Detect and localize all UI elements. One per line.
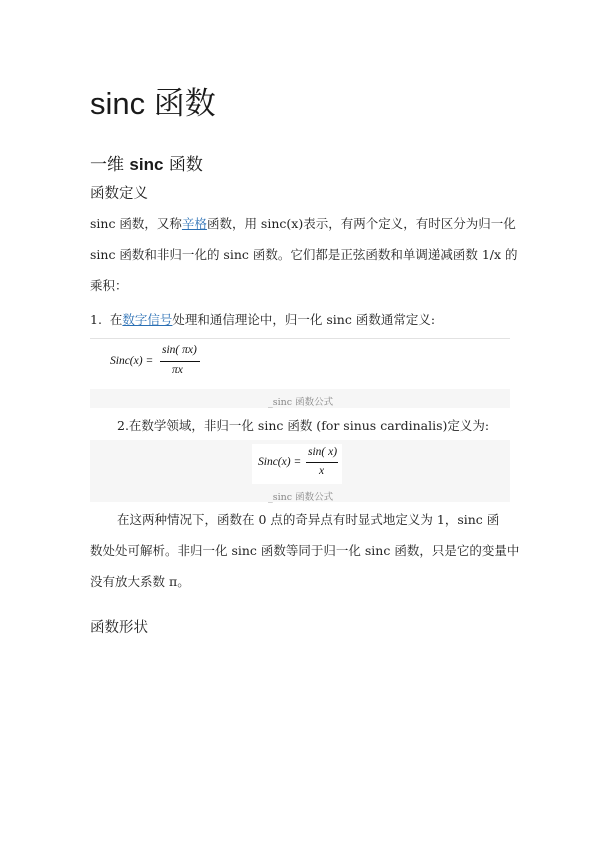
section-heading-prefix: 一维 — [90, 155, 130, 175]
formula-2-figure — [90, 440, 510, 502]
section-heading-suffix: 函数 — [163, 155, 203, 175]
link-digital-signal[interactable]: 数字信号 — [122, 312, 173, 327]
paragraph-2-line-2: 数处处可解析。非归一化 sinc 函数等同于归一化 sinc 函数，只是它的变量中 — [90, 543, 520, 558]
list-item-1-number: 1. — [90, 312, 102, 327]
paragraph-2-line-3: 没有放大系数 π。 — [90, 574, 190, 589]
subsection-function-definition: 函数定义 — [90, 186, 148, 202]
formula-2-numerator: sin( x) — [308, 446, 338, 458]
paragraph-2-line-1: 在这两种情况下，函数在 0 点的奇异点有时显式地定义为 1，sinc 函 — [117, 512, 500, 527]
paragraph-1-text-b: 函数，用 sinc(x)表示，有两个定义，有时区分为归一化 — [206, 216, 516, 231]
section-heading-bold: sinc — [129, 155, 164, 174]
list-item-1-text-a: 在 — [109, 312, 123, 327]
paragraph-1-line-1 — [90, 216, 516, 232]
paragraph-1-line-3: 乘积： — [90, 278, 128, 293]
formula-1-numerator: sin( πx) — [162, 344, 197, 356]
list-item-1 — [90, 312, 435, 328]
formula-1-figure — [90, 338, 510, 408]
section-heading-1d-sinc — [90, 150, 203, 175]
formula-1-denominator: πx — [172, 364, 183, 376]
formula-2-lhs: Sinc(x) = — [258, 456, 302, 468]
link-sinc-alias[interactable]: 辛格 — [181, 216, 207, 231]
formula-2-caption: _sinc 函数公式 — [268, 492, 334, 503]
list-item-1-text-b: 处理和通信理论中，归一化 sinc 函数通常定义: — [172, 312, 436, 327]
formula-2-image — [252, 444, 342, 484]
formula-1-lhs: Sinc(x) = — [110, 355, 154, 367]
page-title: sinc 函数 — [90, 86, 216, 121]
subsection-function-shape: 函数形状 — [90, 620, 148, 636]
list-item-2: 2.在数学领域，非归一化 sinc 函数 (for sinus cardinalis)定义为: — [117, 418, 490, 433]
paragraph-1-line-2: sinc 函数和非归一化的 sinc 函数。它们都是正弦函数和单调递减函数 1/x 的 — [90, 247, 518, 262]
formula-2-denominator: x — [319, 465, 325, 477]
formula-1-image — [90, 339, 510, 389]
paragraph-1-text-a: sinc 函数，又称 — [90, 216, 182, 231]
formula-1-fraction-bar — [160, 361, 200, 362]
formula-1-caption: _sinc 函数公式 — [268, 397, 334, 408]
formula-2-fraction-bar — [306, 462, 338, 463]
